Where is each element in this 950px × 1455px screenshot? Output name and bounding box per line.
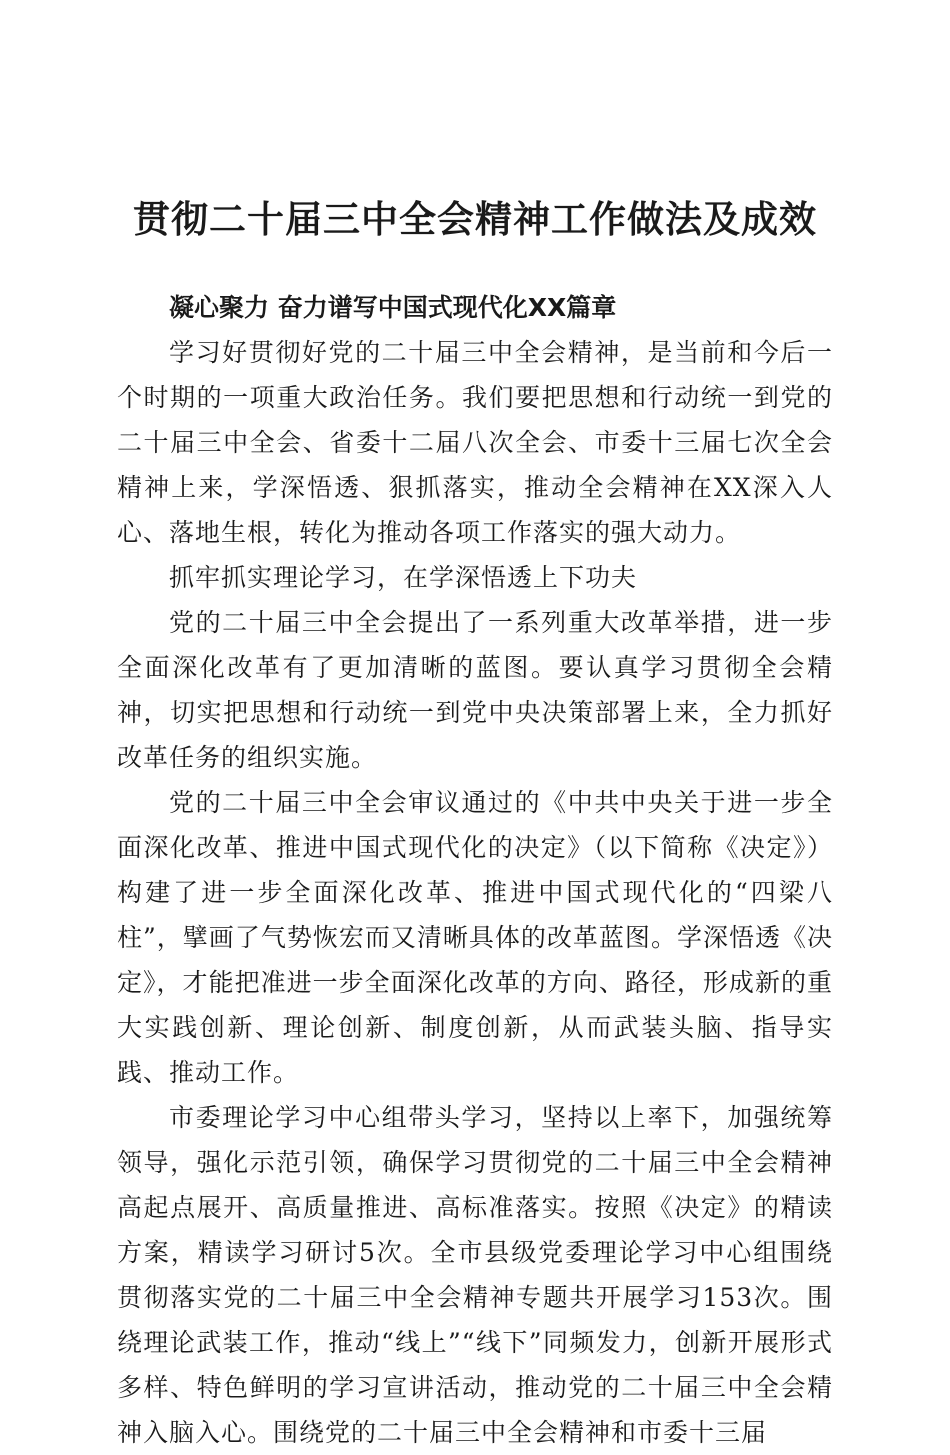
document-subtitle: 凝心聚力 奋力谱写中国式现代化XX篇章 [169,293,617,322]
paragraph-study-group: 市委理论学习中心组带头学习，坚持以上率下，加强统筹领导，强化示范引领，确保学习贯彻党的二十届三中全会精神高起点展开、高质量推进、高标准落实。按照《决定》的精读方案，精读学习研讨5次。全市县级党委理论学习中心组围绕贯彻落实党的二十届三中全会精神专题共开展学习153次。围绕理论武装工作，推动“线上”“线下”同频发力，创新开展形式多样、特色鲜明的学习宣讲活动，推动党的二十届三中全会精神入脑入心。围绕党的二十届三中全会精神和市委十三届 [117,1103,833,1447]
document-title: 贯彻二十届三中全会精神工作做法及成效 [133,197,817,241]
paragraph-intro: 学习好贯彻好党的二十届三中全会精神，是当前和今后一个时期的一项重大政治任务。我们要把思想和行动统一到党的二十届三中全会、省委十二届八次全会、市委十三届七次全会精神上来，学深悟透、狠抓落实，推动全会精神在XX深入人心、落地生根，转化为推动各项工作落实的强大动力。 [117,338,833,547]
paragraph-reform: 党的二十届三中全会提出了一系列重大改革举措，进一步全面深化改革有了更加清晰的蓝图。要认真学习贯彻全会精神，切实把思想和行动统一到党中央决策部署上来，全力抓好改革任务的组织实施。 [117,608,833,772]
section-heading: 抓牢抓实理论学习，在学深悟透上下功夫 [169,563,638,592]
document-body [117,285,833,1455]
paragraph-decision: 党的二十届三中全会审议通过的《中共中央关于进一步全面深化改革、推进中国式现代化的决定》（以下简称《决定》）构建了进一步全面深化改革、推进中国式现代化的“四梁八柱”，擘画了气势恢宏而又清晰具体的改革蓝图。学深悟透《决定》，才能把准进一步全面深化改革的方向、路径，形成新的重大实践创新、理论创新、制度创新，从而武装头脑、指导实践、推动工作。 [117,788,833,1087]
